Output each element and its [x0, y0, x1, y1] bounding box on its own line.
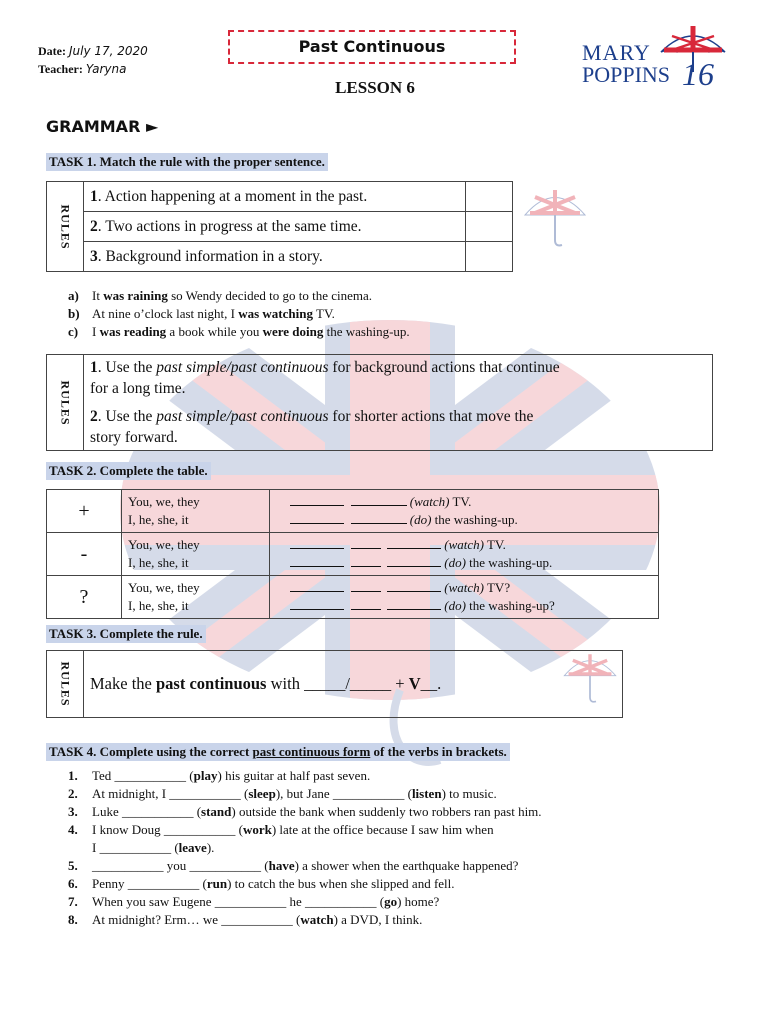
- sentence-a: a) It was raining so Wendy decided to go to the cinema.: [68, 288, 372, 303]
- list-item[interactable]: 1. Ted ___________ (play) his guitar at half past seven.: [68, 768, 371, 783]
- rule-3: 3. Background information in a story.: [84, 242, 466, 272]
- table-row: [47, 533, 659, 576]
- rules-box-2-text: [84, 355, 713, 451]
- list-item[interactable]: 3. Luke ___________ (stand) outside the bank when suddenly two robbers ran past him.: [68, 804, 542, 819]
- rules-box-2: [46, 354, 713, 451]
- page-title: [228, 30, 516, 64]
- list-item[interactable]: 4. I know Doug ___________ (work) late at the office because I saw him when: [68, 822, 494, 837]
- date-label: Date:: [38, 44, 66, 58]
- teacher-value: Yaryna: [85, 62, 127, 76]
- answer-cell[interactable]: [466, 242, 513, 272]
- task1-rules-table: [46, 181, 513, 272]
- list-item[interactable]: 2. At midnight, I ___________ (sleep), but Jane ___________ (listen) to music.: [68, 786, 497, 801]
- answer-cell[interactable]: [466, 212, 513, 242]
- rule-1: 1. Action happening at a moment in the past.: [84, 182, 466, 212]
- rule2-2: 2. Use the past simple/past continuous for shorter actions that move the: [90, 408, 534, 425]
- subjects: You, we, they I, he, she, it: [122, 576, 270, 619]
- rules-vertical-label: RULES: [47, 651, 84, 718]
- verb-blanks[interactable]: (watch) TV? (do) the washing-up?: [270, 576, 659, 619]
- list-item[interactable]: 7. When you saw Eugene ___________ he ___________ (go) home?: [68, 894, 440, 909]
- task2-table: [46, 489, 659, 619]
- answer-cell[interactable]: [466, 182, 513, 212]
- lesson-number: LESSON 6: [335, 78, 415, 97]
- teacher-label: Teacher:: [38, 62, 83, 76]
- date-line: [38, 44, 148, 59]
- logo-number: 16: [682, 56, 714, 92]
- grammar-heading: GRAMMAR ►: [46, 117, 159, 136]
- subjects: You, we, they I, he, she, it: [122, 533, 270, 576]
- subjects: You, we, they I, he, she, it: [122, 490, 270, 533]
- table-row: [47, 576, 659, 619]
- umbrella-flag-icon: [520, 185, 590, 255]
- task3-rule-text[interactable]: Make the past continuous with _____/_____ + V__.: [84, 651, 623, 718]
- verb-blanks[interactable]: (watch) TV. (do) the washing-up.: [270, 490, 659, 533]
- logo-poppins: POPPINS: [582, 62, 671, 87]
- task1-title: TASK 1. Match the rule with the proper sentence.: [46, 153, 328, 171]
- rule2-1: 1. Use the past simple/past continuous for background actions that continue: [90, 359, 560, 376]
- sentence-b: b) At nine o’clock last night, I was watching TV.: [68, 306, 335, 321]
- rule-2: 2. Two actions in progress at the same time.: [84, 212, 466, 242]
- rules-vertical-label: RULES: [47, 355, 84, 451]
- date-value: July 17, 2020: [68, 44, 148, 58]
- title-text: Past Continuous: [298, 37, 446, 56]
- logo-mary: MARY: [582, 40, 651, 65]
- rules-vertical-label: RULES: [47, 182, 84, 272]
- list-item[interactable]: 5. ___________ you ___________ (have) a shower when the earthquake happened?: [68, 858, 519, 873]
- mary-poppins-logo: [578, 22, 738, 102]
- task2-title: TASK 2. Complete the table.: [46, 462, 211, 480]
- sign-minus: -: [47, 533, 122, 576]
- list-item[interactable]: 8. At midnight? Erm… we ___________ (watch) a DVD, I think.: [68, 912, 423, 927]
- verb-blanks[interactable]: (watch) TV. (do) the washing-up.: [270, 533, 659, 576]
- table-row: [47, 490, 659, 533]
- list-item[interactable]: 6. Penny ___________ (run) to catch the bus when she slipped and fell.: [68, 876, 455, 891]
- teacher-line: [38, 62, 126, 77]
- task3-title: TASK 3. Complete the rule.: [46, 625, 206, 643]
- list-item[interactable]: I ___________ (leave).: [92, 840, 215, 855]
- sign-plus: +: [47, 490, 122, 533]
- task3-rule-box: [46, 650, 623, 718]
- rule2-1-cont: for a long time.: [90, 380, 186, 397]
- task4-title: TASK 4. Complete using the correct past continuous form of the verbs in brackets.: [46, 743, 510, 761]
- sign-question: ?: [47, 576, 122, 619]
- sentence-c: c) I was reading a book while you were doing the washing-up.: [68, 324, 410, 339]
- rule2-2-cont: story forward.: [90, 429, 178, 446]
